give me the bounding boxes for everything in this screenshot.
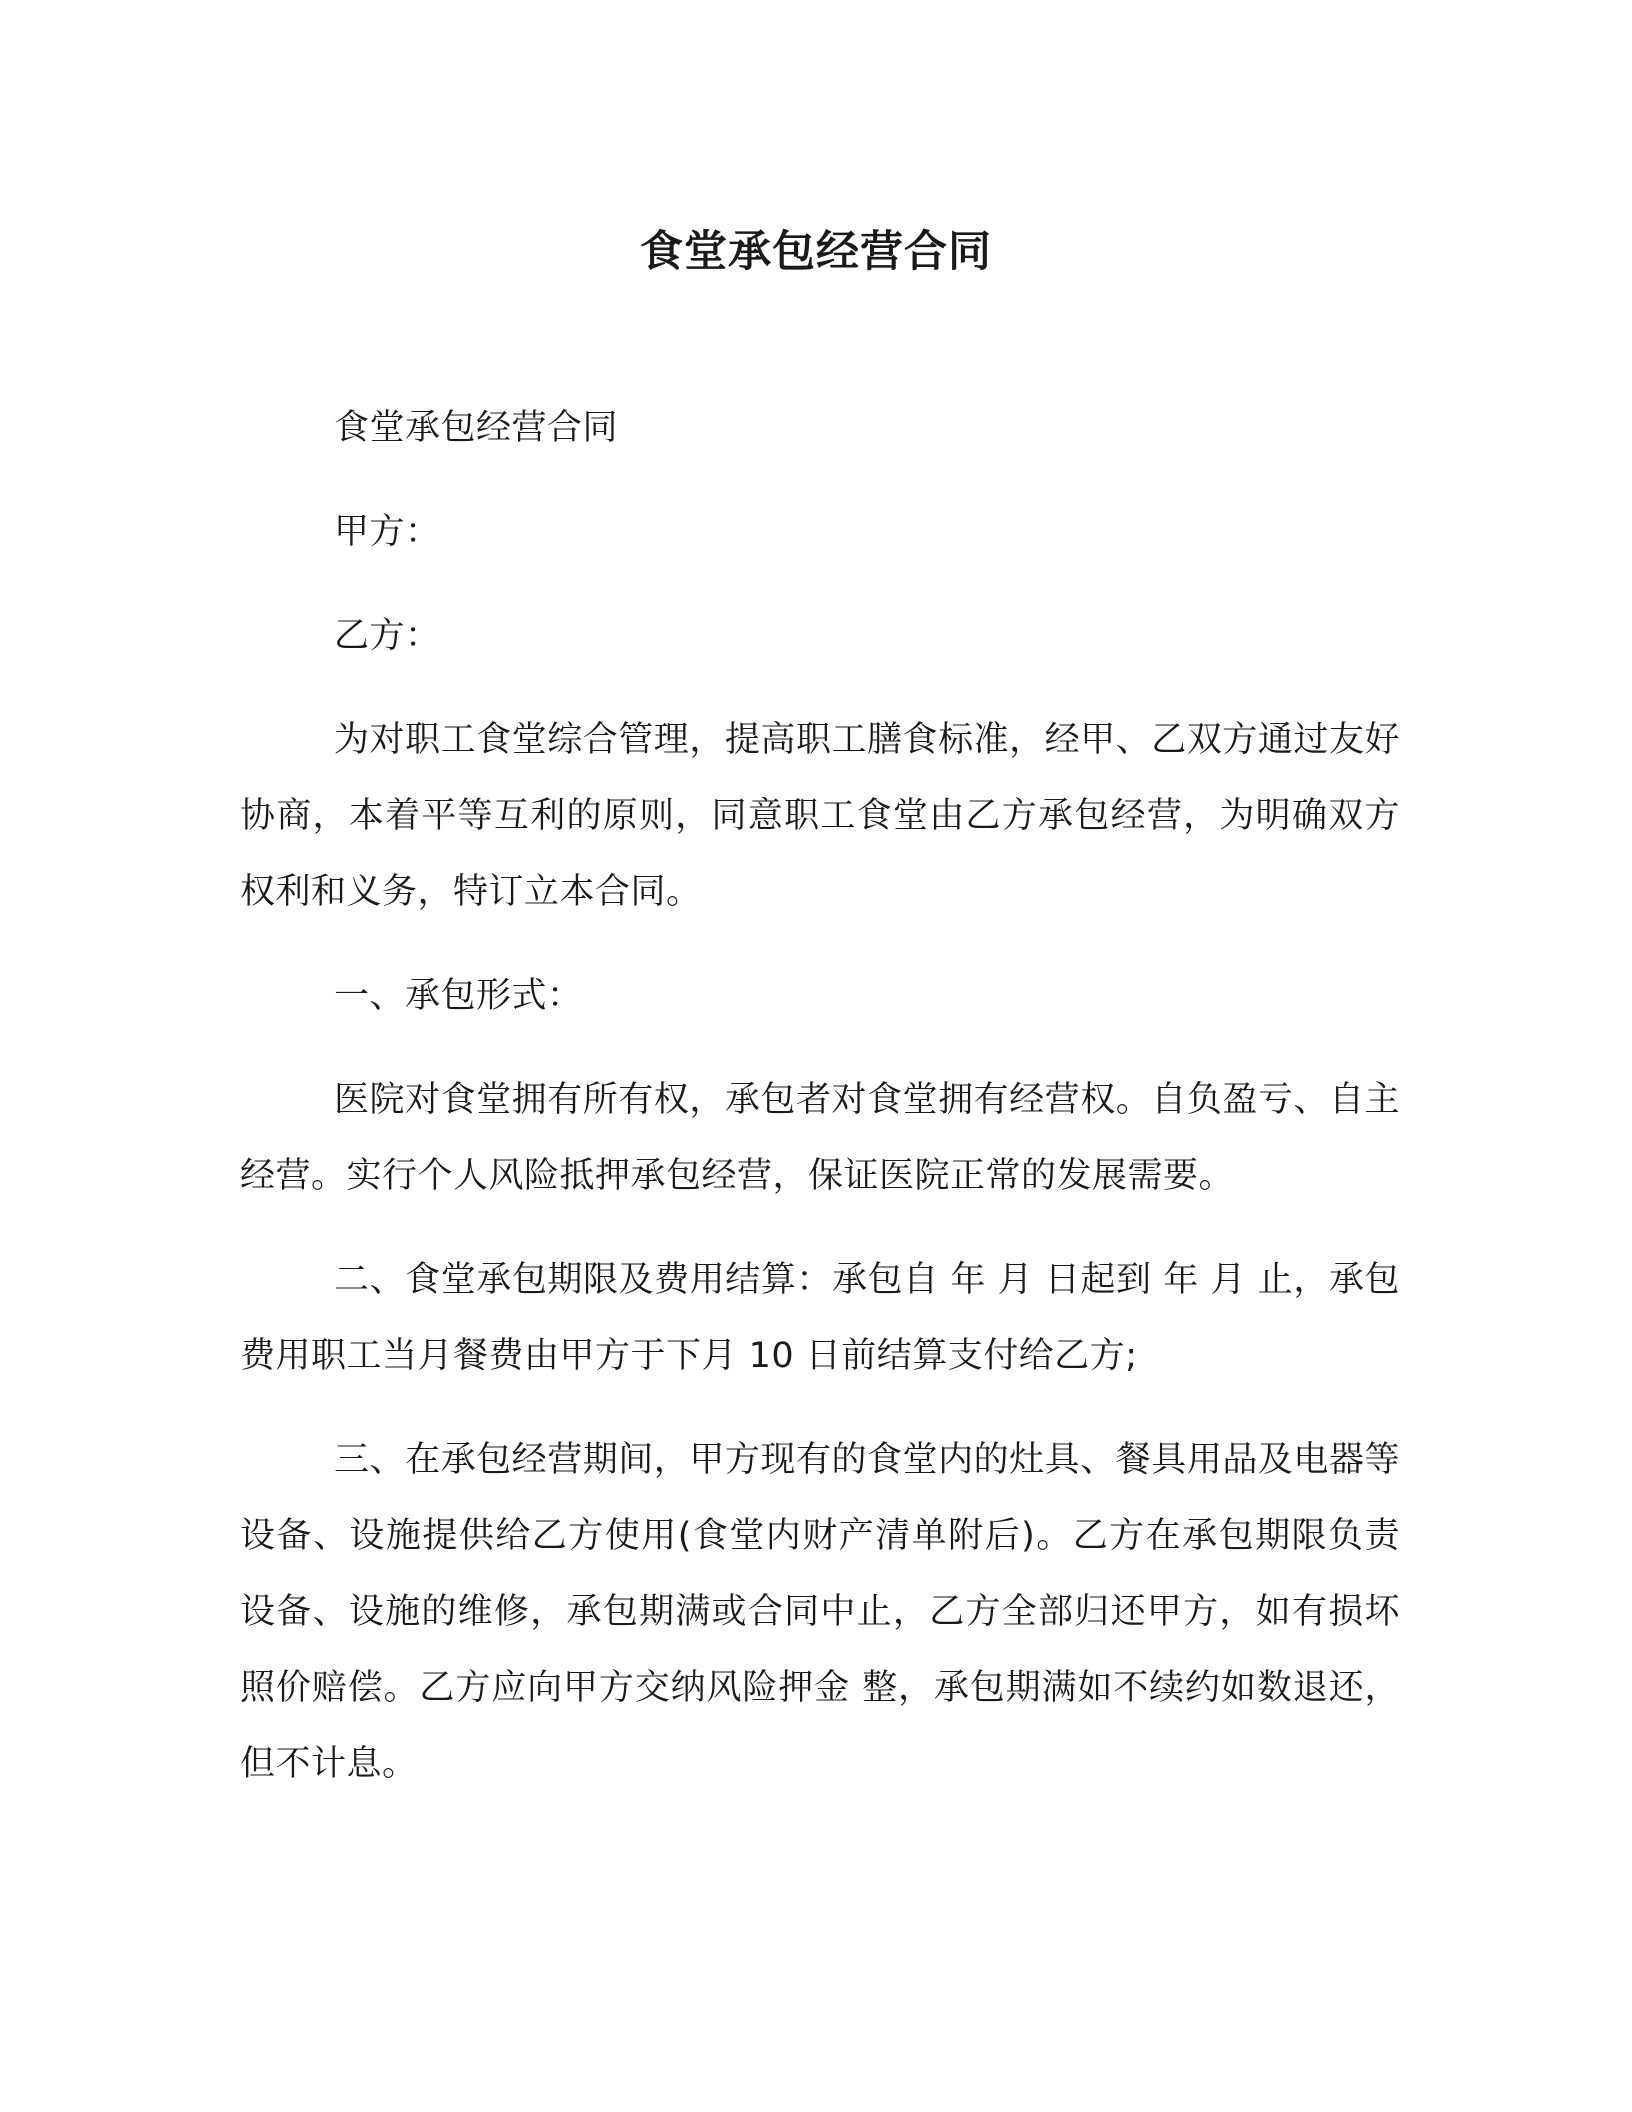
paragraph-heading: 食堂承包经营合同: [334, 408, 619, 448]
paragraph-party-a: 甲方：: [334, 512, 441, 552]
document-body: [240, 390, 1400, 1830]
paragraph-section-2: 二、食堂承包期限及费用结算：承包自 年 月 日起到 年 月 止，承包费用职工当月餐费由甲方于下月 10 日前结算支付给乙方;: [240, 1260, 1400, 1376]
document-title: 食堂承包经营合同: [640, 227, 992, 277]
paragraph-party-b: 乙方：: [334, 616, 441, 656]
paragraph-section-3: 三、在承包经营期间，甲方现有的食堂内的灶具、餐具用品及电器等设备、设施提供给乙方使用(食堂内财产清单附后)。乙方在承包期限负责设备、设施的维修，承包期满或合同中止，乙方全部归还甲方，如有损坏照价赔偿。乙方应向甲方交纳风险押金 整，承包期满如不续约如数退还，但不计息。: [240, 1440, 1400, 1784]
paragraph-section-1-title: 一、承包形式：: [334, 976, 583, 1016]
paragraph-section-1-body: 医院对食堂拥有所有权，承包者对食堂拥有经营权。自负盈亏、自主经营。实行个人风险抵押承包经营，保证医院正常的发展需要。: [240, 1080, 1400, 1196]
paragraph-preamble: 为对职工食堂综合管理，提高职工膳食标准，经甲、乙双方通过友好协商，本着平等互利的原则，同意职工食堂由乙方承包经营，为明确双方权利和义务，特订立本合同。: [240, 720, 1400, 912]
